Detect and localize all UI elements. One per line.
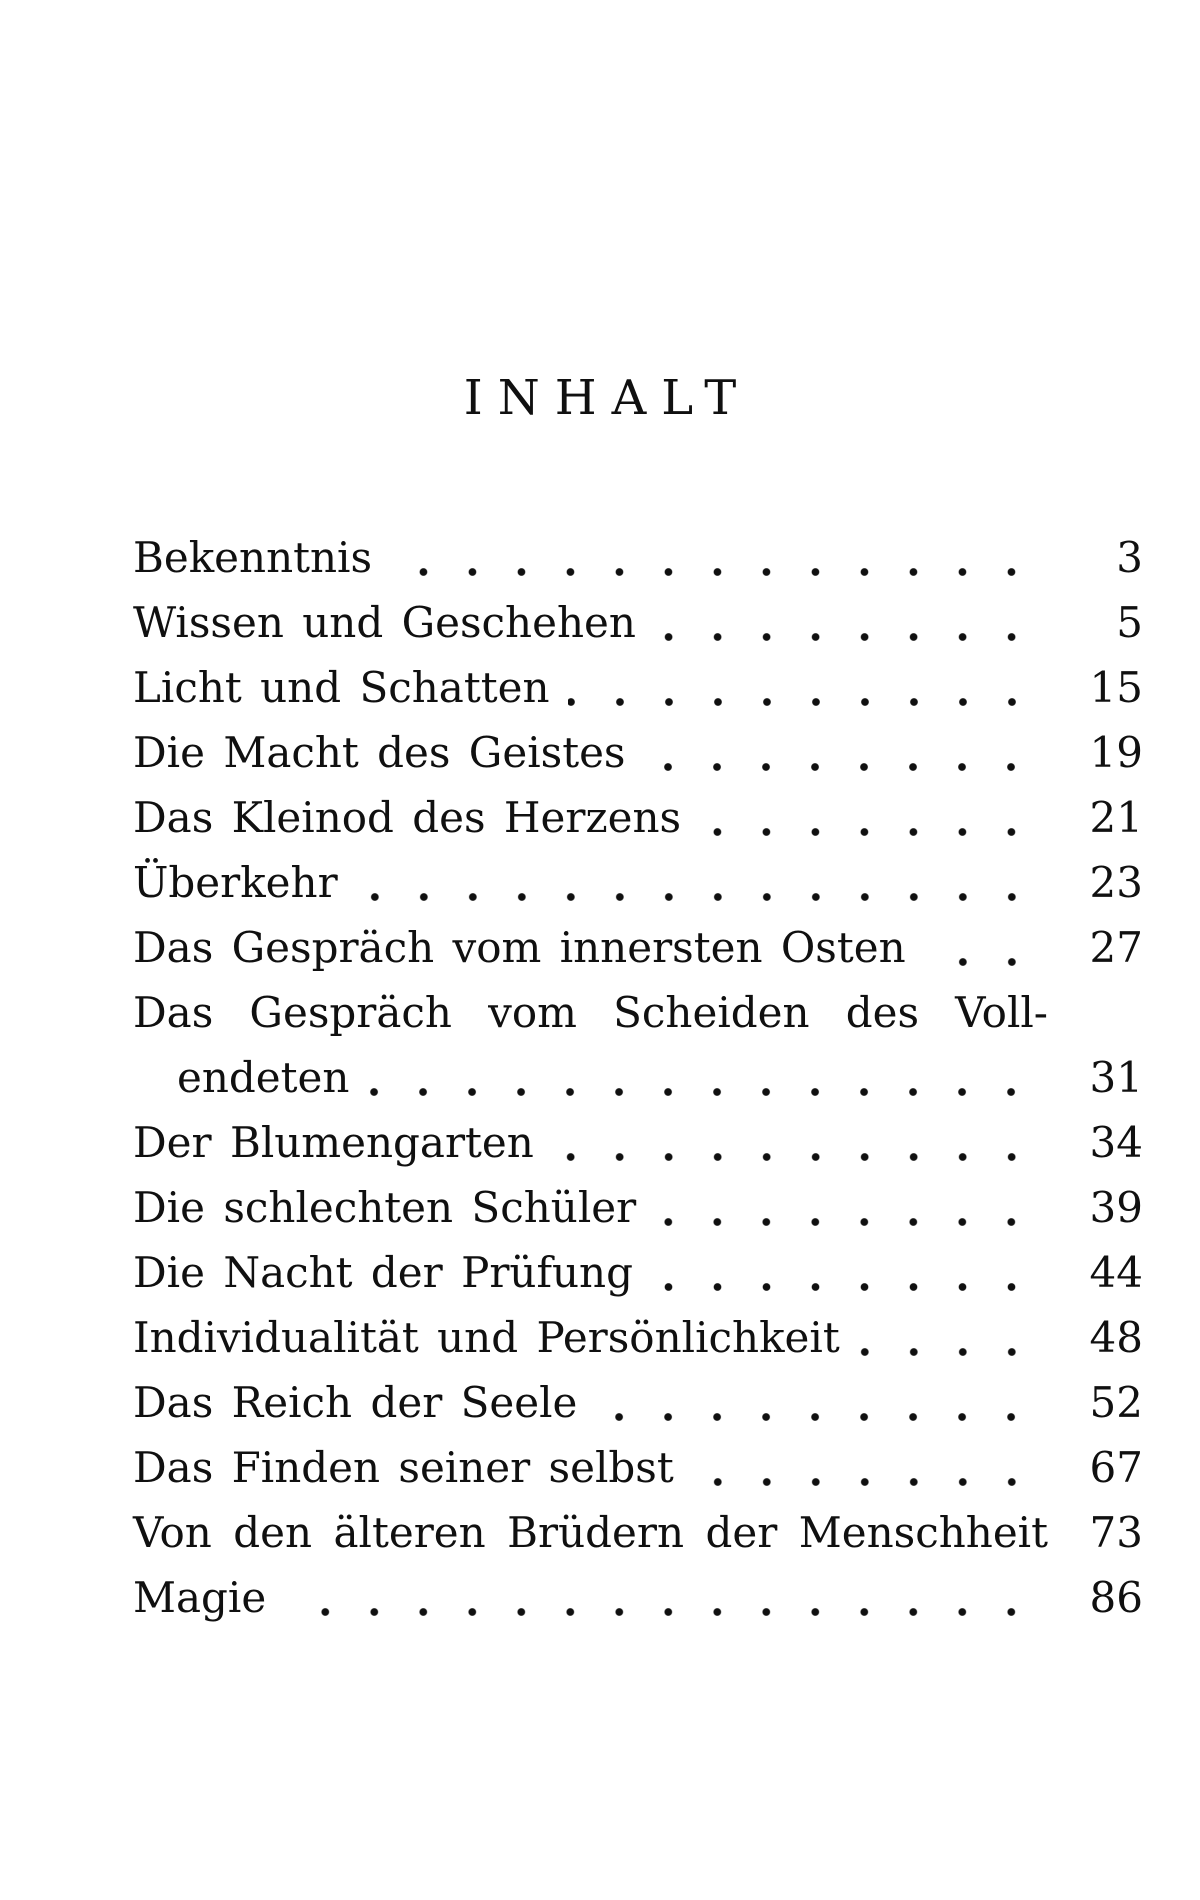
toc-entry	[133, 1110, 1143, 1175]
toc-entry-title: Magie	[133, 1573, 267, 1622]
toc-entry-title: Das Gespräch vom innersten Osten	[133, 923, 906, 972]
dot-leader	[858, 1305, 1042, 1370]
toc-entry	[133, 1500, 1143, 1565]
dot-leader	[699, 785, 1042, 850]
toc-entry-page: 23	[1089, 858, 1143, 907]
toc-entry-title: Der Blumengarten	[133, 1118, 534, 1167]
toc-entry	[133, 1370, 1143, 1435]
toc-entry	[133, 1305, 1143, 1370]
dot-leader	[654, 1175, 1042, 1240]
toc-entry	[133, 980, 1143, 1045]
toc-entry-page: 48	[1089, 1313, 1143, 1362]
toc-entry	[133, 915, 1143, 980]
toc-entry-title: Bekenntnis	[133, 533, 373, 582]
toc-entry-page: 5	[1116, 598, 1143, 647]
toc-entry-page: 52	[1089, 1378, 1143, 1427]
toc-entry	[133, 1435, 1143, 1500]
table-of-contents	[133, 525, 1143, 1630]
dot-leader	[654, 590, 1042, 655]
toc-entry	[133, 720, 1143, 785]
toc-entry-title: Licht und Schatten	[133, 663, 550, 712]
toc-entry-page	[1048, 980, 1143, 1045]
toc-entry-title: Das Gespräch vom Scheiden des Voll-	[133, 988, 1048, 1037]
toc-entry-page: 39	[1089, 1183, 1143, 1232]
toc-entry	[133, 1565, 1143, 1630]
toc-entry-title: Die Macht des Geistes	[133, 728, 626, 777]
toc-entry-page: 19	[1089, 728, 1143, 777]
dot-leader	[390, 525, 1042, 590]
dot-leader	[595, 1370, 1042, 1435]
dot-leader	[924, 915, 1042, 980]
toc-entry-page: 3	[1116, 533, 1143, 582]
toc-entry-page: 34	[1089, 1118, 1143, 1167]
toc-entry-title: Von den älteren Brüdern der Menschheit	[133, 1508, 1048, 1557]
toc-entry	[133, 850, 1143, 915]
toc-entry-title: Wissen und Geschehen	[133, 598, 636, 647]
toc-entry-page: 21	[1089, 793, 1143, 842]
dot-leader	[284, 1565, 1042, 1630]
toc-entry-title: Überkehr	[133, 858, 338, 907]
dot-leader	[367, 1045, 1042, 1110]
toc-entry-title: Die schlechten Schüler	[133, 1183, 637, 1232]
toc-entry-page: 67	[1089, 1443, 1143, 1492]
dot-leader	[552, 1110, 1042, 1175]
contents-title: INHALT	[463, 370, 752, 426]
toc-entry	[133, 785, 1143, 850]
toc-entry	[133, 1045, 1143, 1110]
toc-entry	[133, 1240, 1143, 1305]
dot-leader	[568, 655, 1042, 720]
toc-entry-title: endeten	[177, 1053, 350, 1102]
toc-entry-title: Das Finden seiner selbst	[133, 1443, 674, 1492]
toc-entry-page: 73	[1089, 1508, 1143, 1557]
toc-entry-page: 15	[1089, 663, 1143, 712]
toc-entry	[133, 525, 1143, 590]
toc-entry	[133, 655, 1143, 720]
toc-entry-title: Individualität und Persönlichkeit	[133, 1313, 840, 1362]
toc-entry-title: Das Reich der Seele	[133, 1378, 578, 1427]
dot-leader	[356, 850, 1042, 915]
toc-entry-page: 31	[1089, 1053, 1143, 1102]
toc-entry	[133, 1175, 1143, 1240]
toc-entry-page: 86	[1089, 1573, 1143, 1622]
dot-leader	[651, 1240, 1042, 1305]
dot-leader	[692, 1435, 1042, 1500]
dot-leader	[643, 720, 1042, 785]
toc-entry	[133, 590, 1143, 655]
toc-entry-title: Das Kleinod des Herzens	[133, 793, 682, 842]
toc-entry-title: Die Nacht der Prüfung	[133, 1248, 633, 1297]
toc-entry-page: 44	[1089, 1248, 1143, 1297]
toc-entry-page: 27	[1089, 923, 1143, 972]
